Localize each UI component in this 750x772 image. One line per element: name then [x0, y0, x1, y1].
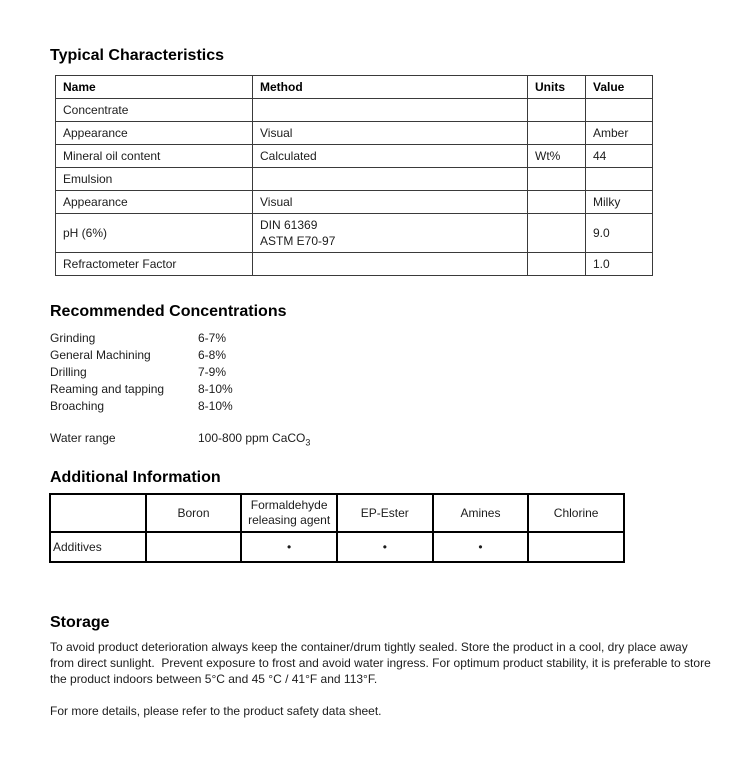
- cell-name: Appearance: [56, 191, 253, 214]
- concentration-row: [50, 364, 715, 381]
- characteristics-table-body: [56, 99, 653, 276]
- cell-name: Mineral oil content: [56, 145, 253, 168]
- section-additional-information: [50, 468, 715, 563]
- additives-row: [50, 532, 624, 562]
- cell-name: Refractometer Factor: [56, 253, 253, 276]
- column-header-value: Value: [586, 76, 653, 99]
- water-range-subscript: 3: [305, 437, 311, 448]
- recommended-concentrations-title: Recommended Concentrations: [50, 303, 287, 320]
- cell-units: Wt%: [528, 145, 586, 168]
- cell-value: [586, 168, 653, 191]
- water-range-value: [198, 430, 715, 447]
- concentrations-list: [50, 330, 715, 415]
- cell-method: [253, 168, 528, 191]
- cell-value: 9.0: [586, 214, 653, 253]
- concentration-value: 6-8%: [198, 348, 227, 362]
- concentration-value: 7-9%: [198, 365, 227, 379]
- concentration-label: General Machining: [50, 348, 151, 362]
- concentration-label: Grinding: [50, 331, 96, 345]
- concentration-value: 8-10%: [198, 399, 233, 413]
- cell-method: Visual: [253, 191, 528, 214]
- concentration-row: [50, 347, 715, 364]
- additive-column-formaldehyde-releasing-agent: Formaldehyde releasing agent: [241, 494, 337, 532]
- additive-present-marker: •: [337, 532, 433, 562]
- additives-header-row: [50, 494, 624, 532]
- additional-information-title: Additional Information: [50, 469, 221, 486]
- cell-value: 1.0: [586, 253, 653, 276]
- additive-absent-cell: [528, 532, 624, 562]
- water-range-row: [50, 430, 715, 447]
- characteristics-row: [56, 99, 653, 122]
- cell-value: [586, 99, 653, 122]
- cell-name: Concentrate: [56, 99, 253, 122]
- storage-title: Storage: [50, 614, 110, 631]
- cell-units: [528, 122, 586, 145]
- additive-present-marker: •: [241, 532, 337, 562]
- cell-name: pH (6%): [56, 214, 253, 253]
- characteristics-row: [56, 168, 653, 191]
- cell-units: [528, 253, 586, 276]
- section-storage: [50, 613, 715, 719]
- storage-paragraph: To avoid product deterioration always keep the container/drum tightly sealed. Store the product in a cool, dry place away from direct sunlight. Prevent exposure to frost and avoid water ingress. For optimum product stability, it is preferable to store the product indoors between 5°C and 45 °C / 41°F and 113°F.: [50, 640, 715, 686]
- additive-column-ep-ester: EP-Ester: [337, 494, 433, 532]
- characteristics-row: [56, 122, 653, 145]
- storage-note: For more details, please refer to the product safety data sheet.: [50, 704, 382, 718]
- water-range-value-text: 100-800 ppm CaCO: [198, 431, 306, 445]
- cell-units: [528, 191, 586, 214]
- section-typical-characteristics: [50, 0, 715, 276]
- concentration-row: [50, 398, 715, 415]
- cell-method: Calculated: [253, 145, 528, 168]
- characteristics-table: [55, 75, 653, 276]
- cell-units: [528, 214, 586, 253]
- cell-method: Visual: [253, 122, 528, 145]
- characteristics-row: [56, 253, 653, 276]
- concentration-value: 8-10%: [198, 382, 233, 396]
- column-header-units: Units: [528, 76, 586, 99]
- cell-value: Amber: [586, 122, 653, 145]
- cell-name: Emulsion: [56, 168, 253, 191]
- concentration-label: Reaming and tapping: [50, 382, 165, 396]
- additives-row-label: Additives: [50, 532, 146, 562]
- characteristics-header-row: [56, 76, 653, 99]
- cell-units: [528, 99, 586, 122]
- water-range-label: Water range: [50, 431, 116, 445]
- concentration-label: Drilling: [50, 365, 87, 379]
- cell-name: Appearance: [56, 122, 253, 145]
- cell-value: 44: [586, 145, 653, 168]
- characteristics-row: [56, 191, 653, 214]
- typical-characteristics-title: Typical Characteristics: [50, 47, 225, 64]
- cell-units: [528, 168, 586, 191]
- section-recommended-concentrations: [50, 302, 715, 447]
- additive-column-empty: [50, 494, 146, 532]
- concentration-row: [50, 330, 715, 347]
- additives-table: [49, 493, 625, 563]
- cell-value: Milky: [586, 191, 653, 214]
- cell-method: [253, 99, 528, 122]
- characteristics-row: [56, 145, 653, 168]
- cell-method: DIN 61369 ASTM E70-97: [253, 214, 528, 253]
- concentration-value: 6-7%: [198, 331, 227, 345]
- additive-column-boron: Boron: [146, 494, 242, 532]
- additives-table-body: [50, 532, 624, 562]
- characteristics-row: [56, 214, 653, 253]
- additive-column-amines: Amines: [433, 494, 529, 532]
- additive-absent-cell: [146, 532, 242, 562]
- concentration-row: [50, 381, 715, 398]
- additive-present-marker: •: [433, 532, 529, 562]
- additive-column-chlorine: Chlorine: [528, 494, 624, 532]
- column-header-name: Name: [56, 76, 253, 99]
- concentration-label: Broaching: [50, 399, 105, 413]
- column-header-method: Method: [253, 76, 528, 99]
- cell-method: [253, 253, 528, 276]
